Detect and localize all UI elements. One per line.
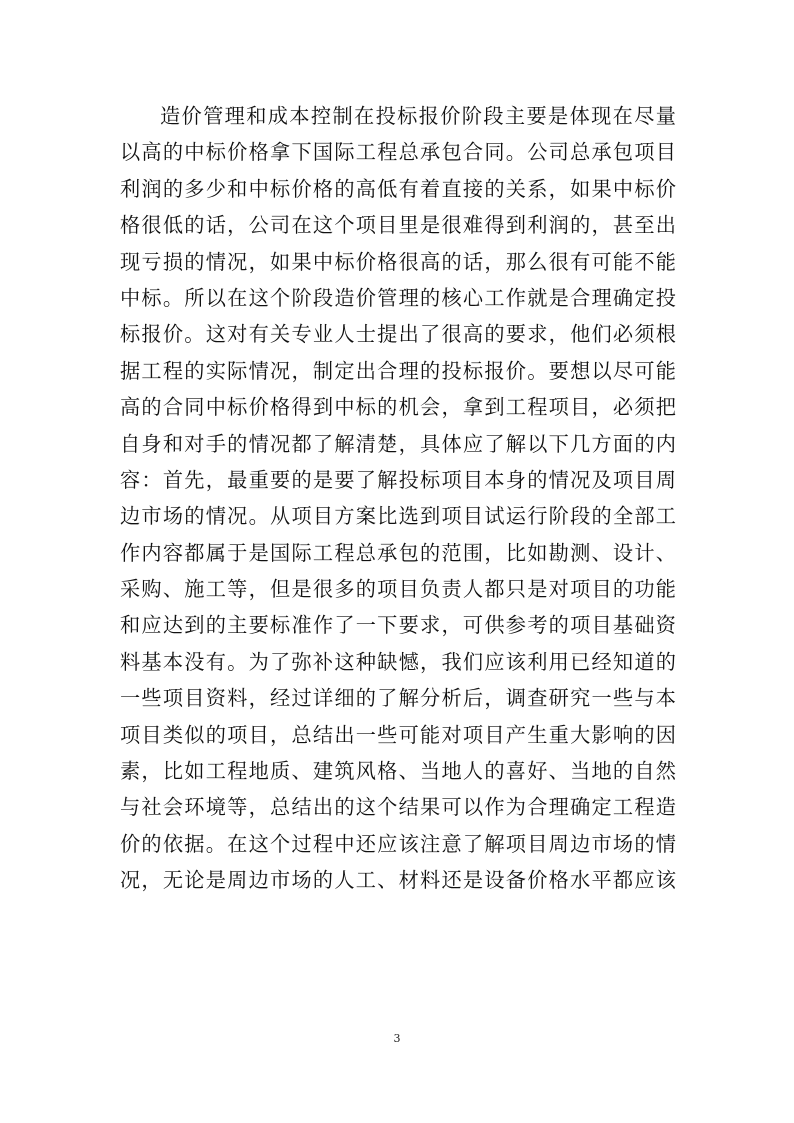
paragraph-line: 边市场的情况。从项目方案比选到项目试运行阶段的全部工 (120, 504, 676, 529)
paragraph-line: 素，比如工程地质、建筑风格、当地人的喜好、当地的自然 (120, 759, 676, 784)
paragraph-line: 采购、施工等，但是很多的项目负责人都只是对项目的功能 (120, 577, 676, 602)
paragraph-line: 容：首先，最重要的是要了解投标项目本身的情况及项目周 (120, 467, 676, 492)
paragraph-line: 格很低的话，公司在这个项目里是很难得到利润的，甚至出 (120, 213, 676, 238)
paragraph-line: 与社会环境等，总结出的这个结果可以作为合理确定工程造 (120, 795, 676, 820)
paragraph-line: 项目类似的项目，总结出一些可能对项目产生重大影响的因 (120, 722, 676, 747)
paragraph-line: 中标。所以在这个阶段造价管理的核心工作就是合理确定投 (120, 285, 676, 310)
paragraph-line: 高的合同中标价格得到中标的机会，拿到工程项目，必须把 (120, 395, 676, 420)
paragraph-line: 标报价。这对有关专业人士提出了很高的要求，他们必须根 (120, 322, 676, 347)
paragraph-line: 造价管理和成本控制在投标报价阶段主要是体现在尽量 (160, 104, 676, 128)
paragraph-line: 自身和对手的情况都了解清楚，具体应了解以下几方面的内 (120, 431, 676, 456)
paragraph-line: 料基本没有。为了弥补这种缺憾，我们应该利用已经知道的 (120, 649, 676, 674)
paragraph-line: 据工程的实际情况，制定出合理的投标报价。要想以尽可能 (120, 358, 676, 383)
paragraph-line: 作内容都属于是国际工程总承包的范围，比如勘测、设计、 (120, 540, 676, 565)
body-paragraph (120, 98, 676, 899)
paragraph-line: 现亏损的情况，如果中标价格很高的话，那么很有可能不能 (120, 249, 676, 274)
paragraph-line: 一些项目资料，经过详细的了解分析后，调查研究一些与本 (120, 686, 676, 711)
paragraph-line: 以高的中标价格拿下国际工程总承包合同。公司总承包项目 (120, 140, 676, 165)
paragraph-line: 价的依据。在这个过程中还应该注意了解项目周边市场的情 (120, 831, 676, 856)
paragraph-line: 况，无论是周边市场的人工、材料还是设备价格水平都应该 (120, 868, 676, 893)
page-number: 3 (393, 1032, 401, 1045)
paragraph-line: 利润的多少和中标价格的高低有着直接的关系，如果中标价 (120, 176, 676, 201)
paragraph-line: 和应达到的主要标准作了一下要求，可供参考的项目基础资 (120, 613, 676, 638)
